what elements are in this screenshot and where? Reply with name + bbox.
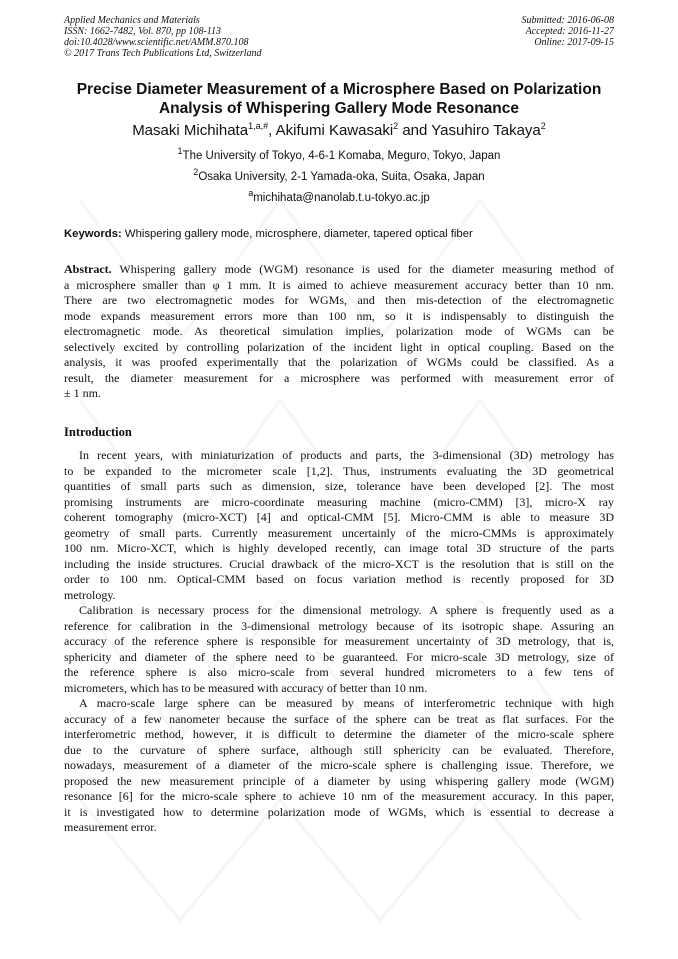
copyright: © 2017 Trans Tech Publications Ltd, Switzerland xyxy=(64,48,262,59)
affiliation-1 xyxy=(0,146,678,162)
author-list xyxy=(0,122,678,140)
paragraph-line: Calibration is necessary process for the dimensional metrology. A sphere is frequently used as a xyxy=(79,603,614,617)
abstract-line: result, the diameter measurement for a microsphere was performed with measurement error of xyxy=(64,370,614,385)
author-3: and Yasuhiro Takaya xyxy=(398,122,541,139)
abstract-line: There are two electromagnetic modes for WGMs, and then mis-detection of the electromagnetic xyxy=(64,293,614,307)
author-1: Masaki Michihata xyxy=(132,122,249,139)
keywords xyxy=(64,228,624,240)
paragraph-line: nowadays, measurement of a diameter of the micro-scale sphere is challenging issue. Therefore, we xyxy=(64,758,614,772)
paragraph-line: 100 nm. Micro-XCT, which is highly developed recently, can image total 3D structure of the parts xyxy=(64,541,614,555)
introduction-paragraph-2 xyxy=(64,603,614,696)
paper-title xyxy=(40,80,638,118)
paragraph-line: interferometric method, however, it is difficult to determine the diameter of the micro-scale sphere xyxy=(64,727,614,741)
paragraph-line: measurement error. xyxy=(64,820,157,834)
paragraph-line: accuracy of a few nanometer because the surface of the sphere can be treat as flat surfaces. For the xyxy=(64,711,614,726)
abstract-label: Abstract. xyxy=(64,262,112,276)
abstract-line: electromagnetic mode. As theoretical simulation implies, polarization mode of WGMs can be xyxy=(64,324,614,338)
affiliation-1-text: The University of Tokyo, 4-6-1 Komaba, Meguro, Tokyo, Japan xyxy=(182,150,501,162)
abstract-line: analysis, it was proofed experimentally that the polarization of WGMs could be classified. As a xyxy=(64,355,614,369)
keywords-text: Whispering gallery mode, microsphere, diameter, tapered optical fiber xyxy=(121,228,473,240)
abstract-line: ± 1 nm. xyxy=(64,386,101,400)
title-line-2: Analysis of Whispering Gallery Mode Resonance xyxy=(158,100,520,117)
email-text: michihata@nanolab.t.u-tokyo.ac.jp xyxy=(253,192,430,204)
paragraph-line: quantities of small parts such as dimension, size, tolerance have been developed [2]. The most xyxy=(64,479,614,493)
abstract-line: selectively excited by controlling polarization of the incident light in optical coupling. Based on the xyxy=(64,339,614,354)
journal-name: Applied Mechanics and Materials xyxy=(64,15,200,26)
publication-info xyxy=(64,15,262,59)
accepted-date: Accepted: 2016-11-27 xyxy=(525,26,614,37)
author-3-affiliation: 2 xyxy=(540,121,546,131)
submitted-date: Submitted: 2016-06-08 xyxy=(521,15,614,26)
paragraph-line: micrometers, which has to be measured with accuracy of better than 10 nm. xyxy=(64,680,428,695)
paragraph-line: resonance [6] for the micro-scale sphere to achieve 10 nm of the measurement accuracy. In this paper, xyxy=(64,789,614,803)
abstract xyxy=(64,262,614,402)
paragraph-line: accuracy of the reference sphere is responsible for measurement uncertainty of 3D metrology, that is, xyxy=(64,634,614,648)
email-marker: a xyxy=(248,188,254,199)
paragraph-line: including the inside structures. Crucial drawback of the micro-XCT is the resolution that is still on the xyxy=(64,556,614,571)
affiliation-2-marker: 2 xyxy=(193,167,199,178)
paragraph-line: proposed the new measurement principle of a diameter by using whispering gallery mode (WGM) xyxy=(64,773,614,788)
keywords-label: Keywords: xyxy=(64,228,122,240)
title-line-1: Precise Diameter Measurement of a Microsphere Based on Polarization xyxy=(76,81,602,98)
introduction-paragraph-3 xyxy=(64,696,614,836)
affiliation-1-marker: 1 xyxy=(177,146,183,157)
paragraph-line: to be expanded to the micrometer scale [1,2]. Thus, instruments evaluating the 3D geometrical xyxy=(64,463,614,478)
paragraph-line: metrology. xyxy=(64,587,116,602)
online-date: Online: 2017-09-15 xyxy=(534,37,614,48)
introduction-paragraph-1 xyxy=(64,448,614,603)
issn-volume: ISSN: 1662-7482, Vol. 870, pp 108-113 xyxy=(64,26,222,37)
paragraph-line: A macro-scale large sphere can be measured by means of interferometric technique with high xyxy=(79,696,614,710)
doi: doi:10.4028/www.scientific.net/AMM.870.108 xyxy=(64,37,249,48)
paragraph-line: reference for calibration in the 3-dimensional metrology because of its isotropic shape. Assuring an xyxy=(64,618,614,633)
paragraph-line: order to 100 nm. Optical-CMM based on focus variation method is recently proposed for 3D xyxy=(64,572,614,586)
author-2-affiliation: 2 xyxy=(393,121,399,131)
author-2: , Akifumi Kawasaki xyxy=(268,122,394,139)
paragraph-line: promising instruments are micro-coordinate measuring machine (micro-CMM) [3], micro-X ray xyxy=(64,494,614,509)
paragraph-line: due to the curvature of sphere surface, although still sphericity can be evaluated. Therefore, xyxy=(64,742,614,757)
abstract-line: a microsphere smaller than φ 1 mm. It is aimed to achieve measurement accuracy better than 10 nm. xyxy=(64,277,614,292)
abstract-line: mode expands measurement errors more than 100 nm, so it is indispensably to distinguish the xyxy=(64,308,614,323)
abstract-line: Abstract. Whispering gallery mode (WGM) resonance is used for the diameter measuring method of xyxy=(64,262,614,276)
affiliation-2 xyxy=(0,167,678,183)
publication-dates xyxy=(522,15,615,48)
paragraph-line: it is investigated how to determine polarization mode of WGMs, which is essential to decrease a xyxy=(64,804,614,819)
corresponding-email xyxy=(0,188,678,204)
paragraph-line: geometry of small parts. Currently measurement uncertainly of the micro-CMMs is approximately xyxy=(64,525,614,540)
author-1-affiliation: 1,a,# xyxy=(248,121,269,131)
section-heading-introduction: Introduction xyxy=(64,425,132,439)
paragraph-line: sphericity and diameter of the sphere need to be guaranteed. For micro-scale 3D metrology, size of xyxy=(64,649,614,664)
paragraph-line: the reference sphere is also micro-scale from several hundred micrometers to a few tens of xyxy=(64,665,614,679)
paragraph-line: In recent years, with miniaturization of products and parts, the 3-dimensional (3D) metrology has xyxy=(79,448,614,462)
paragraph-line: coherent tomography (micro-XCT) [4] and optical-CMM [5]. Micro-CMM is able to measure 3D xyxy=(64,510,614,524)
affiliation-2-text: Osaka University, 2-1 Yamada-oka, Suita, Osaka, Japan xyxy=(198,171,485,183)
